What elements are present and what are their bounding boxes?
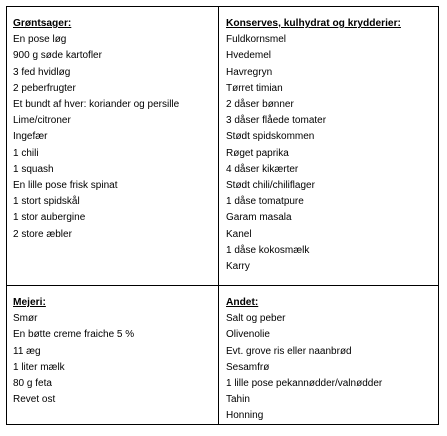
list-item: Røget paprika: [226, 147, 289, 159]
list-item: 1 chili: [13, 147, 39, 159]
list-item: 1 liter mælk: [13, 361, 65, 373]
list-item: 2 peberfrugter: [13, 82, 76, 94]
list-item: En pose løg: [13, 34, 67, 46]
list-item: 2 store æbler: [13, 228, 72, 240]
list-item: Sesamfrø: [226, 361, 270, 373]
list-item: Havregryn: [226, 66, 273, 78]
other-cell: [219, 286, 438, 425]
list-item: 1 dåse tomatpure: [226, 196, 304, 208]
list-item: Garam masala: [226, 212, 292, 224]
canned-carbs-spices-list: [226, 32, 438, 275]
shopping-list-table: [6, 6, 439, 425]
list-item: Et bundt af hver: koriander og persille: [13, 99, 180, 111]
list-item: 900 g søde kartofler: [13, 50, 102, 62]
list-item: 1 stor aubergine: [13, 212, 86, 224]
list-item: Stødt chili/chiliflager: [226, 180, 315, 192]
list-item: 80 g feta: [13, 378, 52, 390]
list-item: Lime/citroner: [13, 115, 71, 127]
list-item: 4 dåser kikærter: [226, 163, 299, 175]
vegetables-cell: [7, 7, 219, 286]
list-item: Hvedemel: [226, 50, 272, 62]
other-list: [226, 311, 438, 424]
list-item: Tahin: [226, 394, 250, 406]
list-item: Kanel: [226, 228, 252, 240]
list-item: 1 stort spidskål: [13, 196, 80, 208]
list-item: 1 squash: [13, 163, 54, 175]
list-item: Karry: [226, 261, 250, 273]
list-item: 1 dåse kokosmælk: [226, 244, 310, 256]
dairy-list: [13, 311, 218, 408]
list-item: Olivenolie: [226, 329, 270, 341]
vegetables-heading: Grøntsager:: [13, 18, 72, 29]
canned-carbs-spices-cell: [219, 7, 438, 286]
vegetables-list: [13, 32, 218, 243]
list-item: 3 dåser flåede tomater: [226, 115, 327, 127]
list-item: 3 fed hvidløg: [13, 66, 71, 78]
list-item: Honning: [226, 410, 264, 422]
list-item: Salt og peber: [226, 313, 286, 325]
list-item: Stødt spidskommen: [226, 131, 315, 143]
list-item: 1 lille pose pekannødder/valnødder: [226, 378, 383, 390]
list-item: En lille pose frisk spinat: [13, 180, 118, 192]
list-item: 2 dåser bønner: [226, 99, 294, 111]
list-item: Fuldkornsmel: [226, 34, 287, 46]
list-item: En bøtte creme fraiche 5 %: [13, 329, 135, 341]
other-heading: Andet:: [226, 297, 259, 308]
dairy-cell: [7, 286, 219, 425]
list-item: Tørret timian: [226, 82, 283, 94]
list-item: Smør: [13, 313, 38, 325]
list-item: Revet ost: [13, 394, 56, 406]
dairy-heading: Mejeri:: [13, 297, 46, 308]
list-item: Ingefær: [13, 131, 48, 143]
list-item: 11 æg: [13, 345, 41, 357]
list-item: Evt. grove ris eller naanbrød: [226, 345, 352, 357]
canned-carbs-spices-heading: Konserves, kulhydrat og krydderier:: [226, 18, 401, 29]
